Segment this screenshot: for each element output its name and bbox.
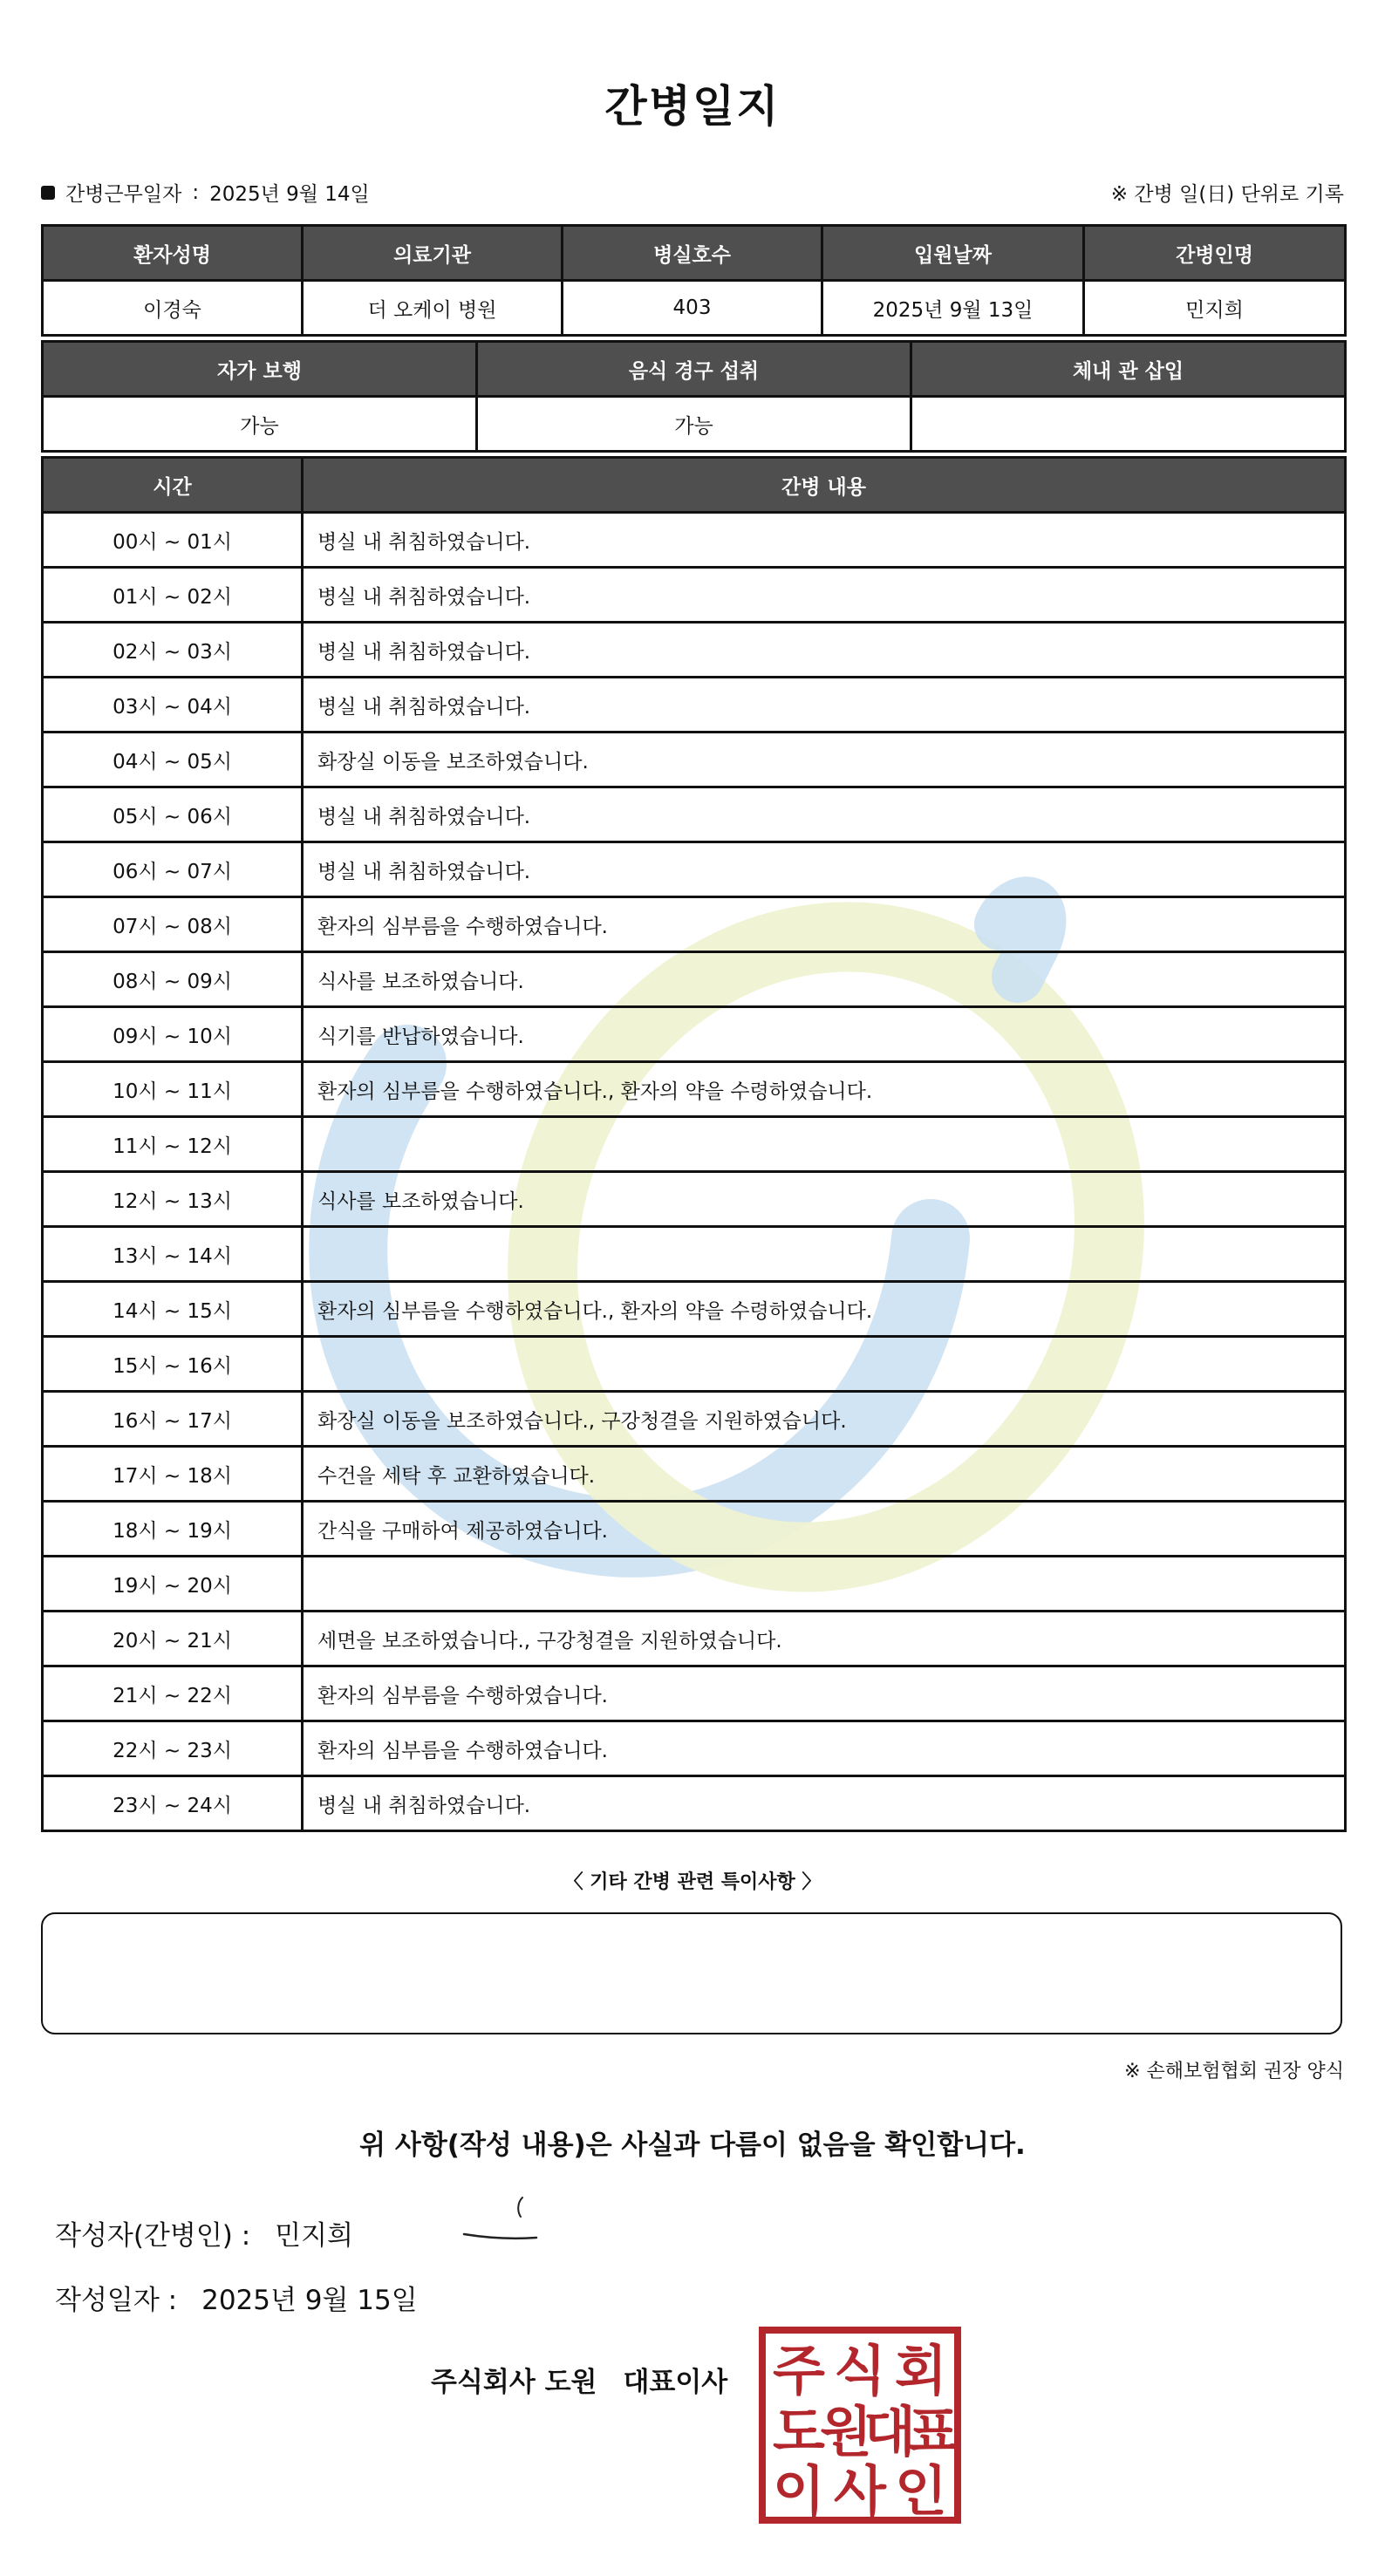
log-time: 17시 ~ 18시 (43, 1447, 303, 1502)
svg-text:인: 인 (895, 2459, 947, 2523)
log-content: 세면을 보조하였습니다., 구강청결을 지원하였습니다. (303, 1612, 1346, 1666)
handwritten-signature (460, 2187, 556, 2248)
header-oral-intake: 음식 경구 섭취 (477, 342, 911, 397)
log-content: 환자의 심부름을 수행하였습니다. (303, 1721, 1346, 1776)
work-date-label: 간병근무일자 (65, 183, 182, 206)
document-title: 간병일지 (604, 81, 781, 132)
log-row (43, 787, 1346, 842)
log-row (43, 1117, 1346, 1172)
log-time: 07시 ~ 08시 (43, 897, 303, 952)
log-content: 환자의 심부름을 수행하였습니다. (303, 897, 1346, 952)
log-row (43, 1337, 1346, 1392)
log-time: 05시 ~ 06시 (43, 787, 303, 842)
log-content: 병실 내 취침하였습니다. (303, 1776, 1346, 1831)
log-time: 16시 ~ 17시 (43, 1392, 303, 1447)
separator: : (192, 181, 200, 204)
log-time: 04시 ~ 05시 (43, 733, 303, 787)
log-content (303, 1557, 1346, 1612)
log-row (43, 623, 1346, 678)
log-time: 19시 ~ 20시 (43, 1557, 303, 1612)
log-time: 08시 ~ 09시 (43, 952, 303, 1007)
log-content: 식기를 반납하였습니다. (303, 1007, 1346, 1062)
log-time: 12시 ~ 13시 (43, 1172, 303, 1227)
company-name: 주식회사 도원 (431, 2367, 597, 2398)
svg-text:표: 표 (907, 2400, 959, 2464)
svg-text:식: 식 (834, 2339, 886, 2402)
svg-text:회: 회 (895, 2339, 947, 2402)
written-date-label: 작성일자 : (55, 2285, 178, 2316)
log-time: 14시 ~ 15시 (43, 1282, 303, 1337)
header-room-number: 병실호수 (563, 226, 822, 281)
patient-info-table (41, 224, 1347, 337)
status-value-row (43, 397, 1346, 452)
admission-date: 2025년 9월 13일 (822, 281, 1084, 336)
work-date-value: 2025년 9월 14일 (209, 183, 370, 206)
log-time: 15시 ~ 16시 (43, 1337, 303, 1392)
header-tube-insertion: 체내 관 삽입 (911, 342, 1346, 397)
log-row (43, 1557, 1346, 1612)
care-log-document (41, 0, 1344, 2576)
header-self-walking: 자가 보행 (43, 342, 477, 397)
self-walking-value: 가능 (43, 397, 477, 452)
log-content: 간식을 구매하여 제공하였습니다. (303, 1502, 1346, 1557)
log-content: 환자의 심부름을 수행하였습니다., 환자의 약을 수령하였습니다. (303, 1062, 1346, 1117)
log-content (303, 1117, 1346, 1172)
log-time: 20시 ~ 21시 (43, 1612, 303, 1666)
log-row (43, 1007, 1346, 1062)
log-row (43, 1172, 1346, 1227)
square-bullet-icon (41, 186, 55, 200)
association-form-note: ※ 손해보험협회 권장 양식 (1124, 2061, 1344, 2082)
log-content: 병실 내 취침하였습니다. (303, 568, 1346, 623)
header-hospital: 의료기관 (303, 226, 563, 281)
log-time: 00시 ~ 01시 (43, 513, 303, 568)
log-row (43, 1282, 1346, 1337)
log-content: 병실 내 취침하였습니다. (303, 513, 1346, 568)
log-time: 18시 ~ 19시 (43, 1502, 303, 1557)
log-content: 환자의 심부름을 수행하였습니다., 환자의 약을 수령하였습니다. (303, 1282, 1346, 1337)
header-time: 시간 (43, 458, 303, 513)
header-admission-date: 입원날짜 (822, 226, 1084, 281)
meta-row (41, 178, 1344, 209)
log-row (43, 1776, 1346, 1831)
log-time: 09시 ~ 10시 (43, 1007, 303, 1062)
log-time: 03시 ~ 04시 (43, 678, 303, 733)
log-row (43, 678, 1346, 733)
written-date-line (55, 2278, 418, 2317)
log-time: 11시 ~ 12시 (43, 1117, 303, 1172)
log-body (43, 513, 1346, 1831)
log-time: 22시 ~ 23시 (43, 1721, 303, 1776)
hourly-care-log-table (41, 456, 1347, 1832)
log-row (43, 1447, 1346, 1502)
record-unit-note: ※ 간병 일(日) 단위로 기록 (1110, 183, 1344, 206)
log-content: 수건을 세탁 후 교환하였습니다. (303, 1447, 1346, 1502)
log-row (43, 1612, 1346, 1666)
work-date-line (41, 178, 370, 207)
log-content: 병실 내 취침하였습니다. (303, 678, 1346, 733)
special-notes-title: 〈 기타 간병 관련 특이사항 〉 (563, 1871, 822, 1893)
log-row (43, 1227, 1346, 1282)
status-header-row (43, 342, 1346, 397)
log-content: 화장실 이동을 보조하였습니다., 구강청결을 지원하였습니다. (303, 1392, 1346, 1447)
log-row (43, 513, 1346, 568)
log-time: 23시 ~ 24시 (43, 1776, 303, 1831)
caregiver-name: 민지희 (1084, 281, 1346, 336)
log-row (43, 733, 1346, 787)
confirmation-statement: 위 사항(작성 내용)은 사실과 다름이 없음을 확인합니다. (359, 2130, 1026, 2161)
log-row (43, 1666, 1346, 1721)
log-row (43, 568, 1346, 623)
log-time: 13시 ~ 14시 (43, 1227, 303, 1282)
log-content (303, 1337, 1346, 1392)
company-seal (759, 2327, 961, 2524)
writer-name: 민지희 (275, 2220, 354, 2252)
log-content: 병실 내 취침하였습니다. (303, 842, 1346, 897)
log-row (43, 1062, 1346, 1117)
room-number: 403 (563, 281, 822, 336)
log-row (43, 1392, 1346, 1447)
svg-text:이: 이 (773, 2459, 825, 2523)
hospital-name: 더 오케이 병원 (303, 281, 563, 336)
writer-label: 작성자(간병인) : (55, 2220, 251, 2252)
log-content: 환자의 심부름을 수행하였습니다. (303, 1666, 1346, 1721)
log-content: 식사를 보조하였습니다. (303, 1172, 1346, 1227)
tube-insertion-value (911, 397, 1346, 452)
log-row (43, 1502, 1346, 1557)
svg-text:도: 도 (773, 2400, 825, 2464)
patient-header-row (43, 226, 1346, 281)
header-patient-name: 환자성명 (43, 226, 303, 281)
patient-name: 이경숙 (43, 281, 303, 336)
log-row (43, 842, 1346, 897)
svg-text:사: 사 (834, 2459, 886, 2523)
header-care-content: 간병 내용 (303, 458, 1346, 513)
log-time: 10시 ~ 11시 (43, 1062, 303, 1117)
log-header-row (43, 458, 1346, 513)
log-time: 21시 ~ 22시 (43, 1666, 303, 1721)
company-line (431, 2360, 727, 2399)
written-date-value: 2025년 9월 15일 (201, 2285, 418, 2316)
log-time: 06시 ~ 07시 (43, 842, 303, 897)
log-content: 병실 내 취침하였습니다. (303, 787, 1346, 842)
svg-text:원: 원 (820, 2400, 872, 2464)
special-notes-box (41, 1912, 1342, 2034)
log-content: 식사를 보조하였습니다. (303, 952, 1346, 1007)
company-title: 대표이사 (623, 2367, 728, 2398)
header-caregiver-name: 간병인명 (1084, 226, 1346, 281)
log-row (43, 897, 1346, 952)
log-row (43, 952, 1346, 1007)
log-content (303, 1227, 1346, 1282)
log-content: 화장실 이동을 보조하였습니다. (303, 733, 1346, 787)
writer-line (55, 2213, 353, 2252)
log-content: 병실 내 취침하였습니다. (303, 623, 1346, 678)
svg-text:대: 대 (863, 2400, 916, 2464)
log-time: 02시 ~ 03시 (43, 623, 303, 678)
svg-text:주: 주 (773, 2339, 825, 2402)
oral-intake-value: 가능 (477, 397, 911, 452)
log-row (43, 1721, 1346, 1776)
log-time: 01시 ~ 02시 (43, 568, 303, 623)
patient-value-row (43, 281, 1346, 336)
patient-status-table (41, 340, 1347, 453)
